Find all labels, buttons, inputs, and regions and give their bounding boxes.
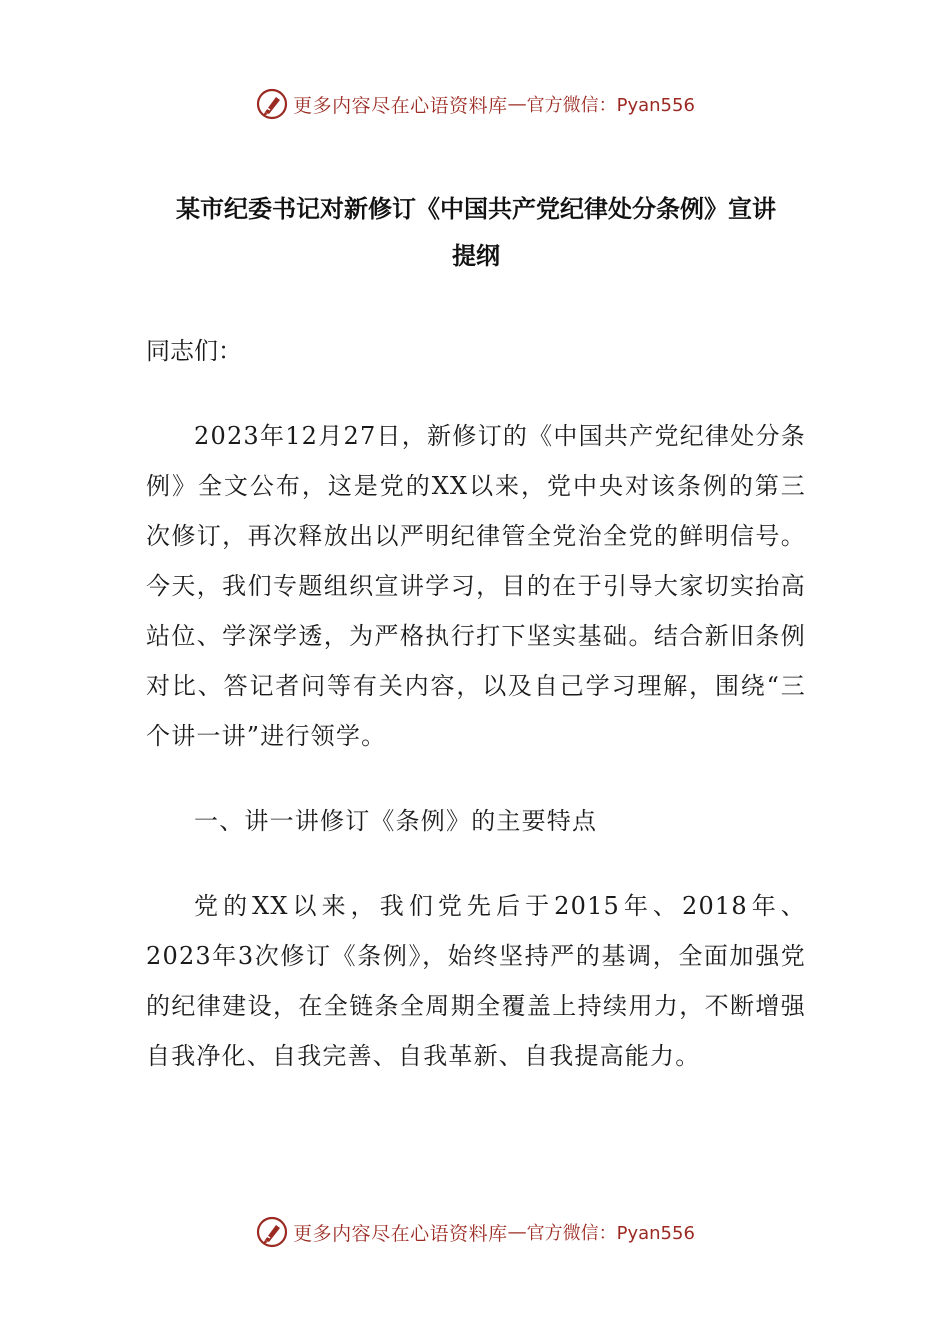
banner-wechat: 官方微信：Pyan556 bbox=[526, 95, 695, 116]
banner-wechat: 官方微信：Pyan556 bbox=[526, 1223, 695, 1244]
document-body bbox=[146, 186, 806, 1081]
paragraph-intro: 2023年12月27日，新修订的《中国共产党纪律处分条例》全文公布，这是党的XX以来，党中央对该条例的第三次修订，再次释放出以严明纪律管全党治全党的鲜明信号。今天，我们专题组织宣讲学习，目的在于引导大家切实抬高站位、学深学透，为严格执行打下坚实基础。结合新旧条例对比、答记者问等有关内容，以及自己学习理解，围绕“三个讲一讲”进行领学。 bbox=[146, 422, 806, 750]
banner-separator: — bbox=[507, 1221, 527, 1243]
document-title bbox=[140, 186, 812, 280]
footer-watermark-banner bbox=[0, 1212, 950, 1252]
title-line-2: 提纲 bbox=[452, 242, 500, 270]
banner-separator: — bbox=[507, 93, 527, 115]
salutation: 同志们： bbox=[146, 337, 242, 365]
pen-logo-icon bbox=[255, 87, 289, 121]
header-watermark-banner bbox=[0, 84, 950, 124]
section-heading-1: 一、讲一讲修订《条例》的主要特点 bbox=[194, 807, 598, 835]
pen-logo-icon bbox=[255, 1215, 289, 1249]
title-line-1: 某市纪委书记对新修订《中国共产党纪律处分条例》宣讲 bbox=[176, 195, 776, 223]
banner-text: 更多内容尽在心语资料库 bbox=[293, 94, 508, 117]
paragraph-features: 党的XX以来，我们党先后于2015年、2018年、2023年3次修订《条例》，始终坚持严的基调，全面加强党的纪律建设，在全链条全周期全覆盖上持续用力，不断增强自我净化、自我完善、自我革新、自我提高能力。 bbox=[146, 892, 806, 1070]
banner-text: 更多内容尽在心语资料库 bbox=[293, 1222, 508, 1245]
